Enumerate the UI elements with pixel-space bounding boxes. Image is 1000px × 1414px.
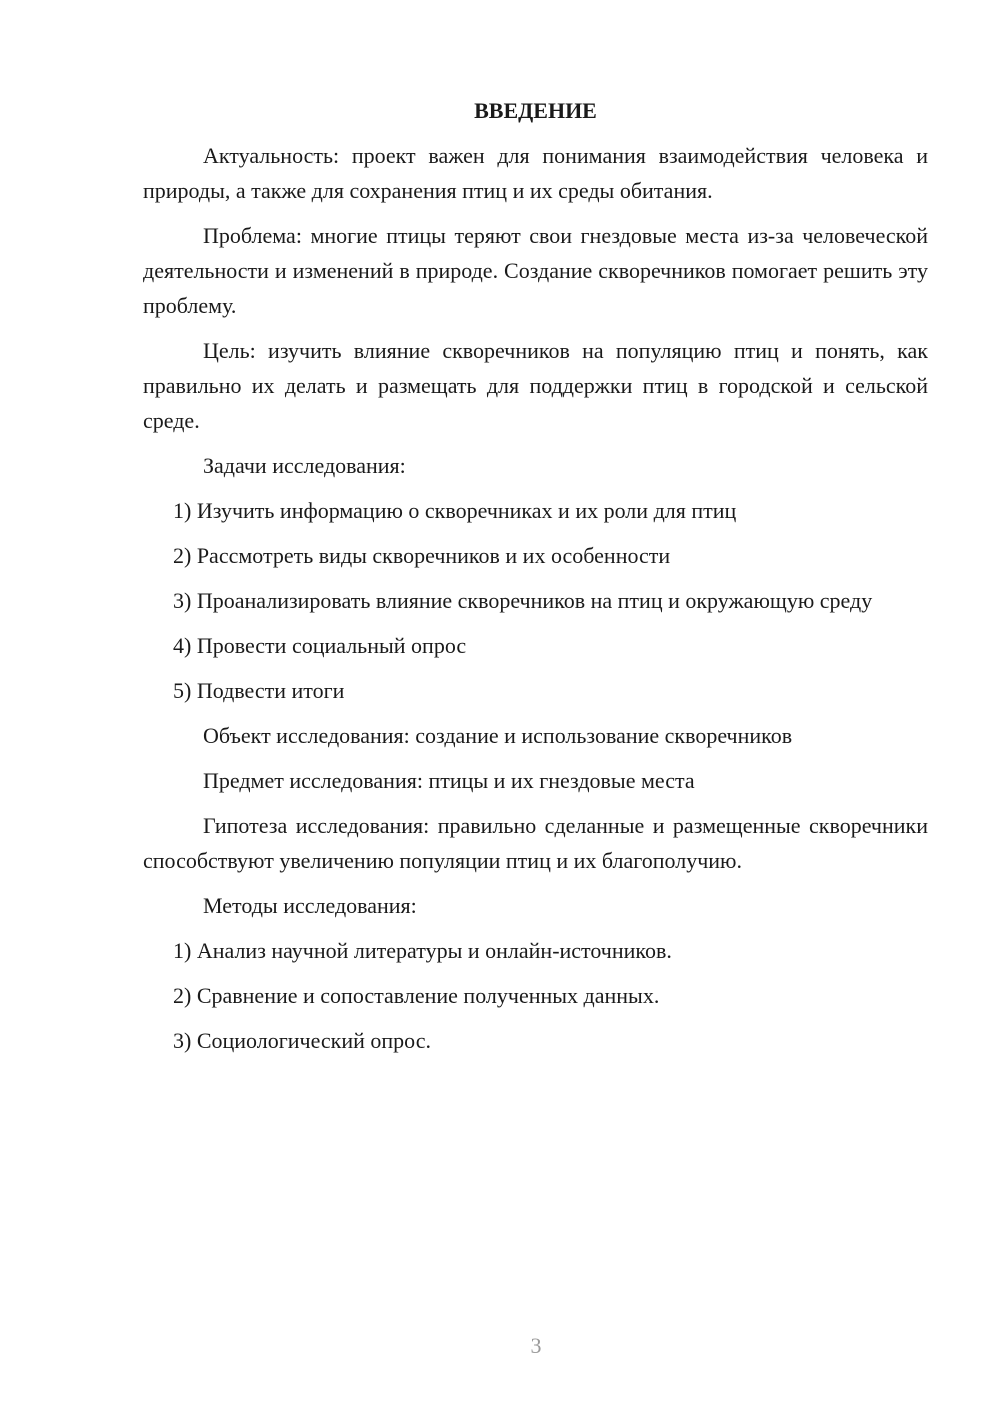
page-title: ВВЕДЕНИЕ xyxy=(474,98,597,123)
task-item: 2) Рассмотреть виды скворечников и их особенности xyxy=(173,543,671,568)
method-item: 3) Социологический опрос. xyxy=(173,1028,431,1053)
task-item: 4) Провести социальный опрос xyxy=(173,633,467,658)
task-item: 3) Проанализировать влияние скворечников на птиц и окружающую среду xyxy=(173,588,873,613)
goal-paragraph: Цель: изучить влияние скворечников на популяцию птиц и понять, как правильно их делать и размещать для поддержки птиц в городской и сельской среде. xyxy=(143,338,928,433)
relevance-paragraph: Актуальность: проект важен для понимания взаимодействия человека и природы, а также для сохранения птиц и их среды обитания. xyxy=(143,143,928,203)
task-item: 5) Подвести итоги xyxy=(173,678,345,703)
problem-paragraph: Проблема: многие птицы теряют свои гнездовые места из-за человеческой деятельности и изменений в природе. Создание скворечников помогает решить эту проблему. xyxy=(143,223,928,318)
page-number: 3 xyxy=(530,1333,542,1358)
methods-heading: Методы исследования: xyxy=(203,893,417,918)
document-body xyxy=(143,96,928,1068)
task-item: 1) Изучить информацию о скворечниках и их роли для птиц xyxy=(173,498,737,523)
method-item: 1) Анализ научной литературы и онлайн-источников. xyxy=(173,938,672,963)
tasks-heading: Задачи исследования: xyxy=(203,453,406,478)
subject-paragraph: Предмет исследования: птицы и их гнездовые места xyxy=(203,768,695,793)
object-paragraph: Объект исследования: создание и использование скворечников xyxy=(203,723,793,748)
hypothesis-paragraph: Гипотеза исследования: правильно сделанные и размещенные скворечники способствуют увеличению популяции птиц и их благополучию. xyxy=(143,813,928,873)
method-item: 2) Сравнение и сопоставление полученных данных. xyxy=(173,983,660,1008)
